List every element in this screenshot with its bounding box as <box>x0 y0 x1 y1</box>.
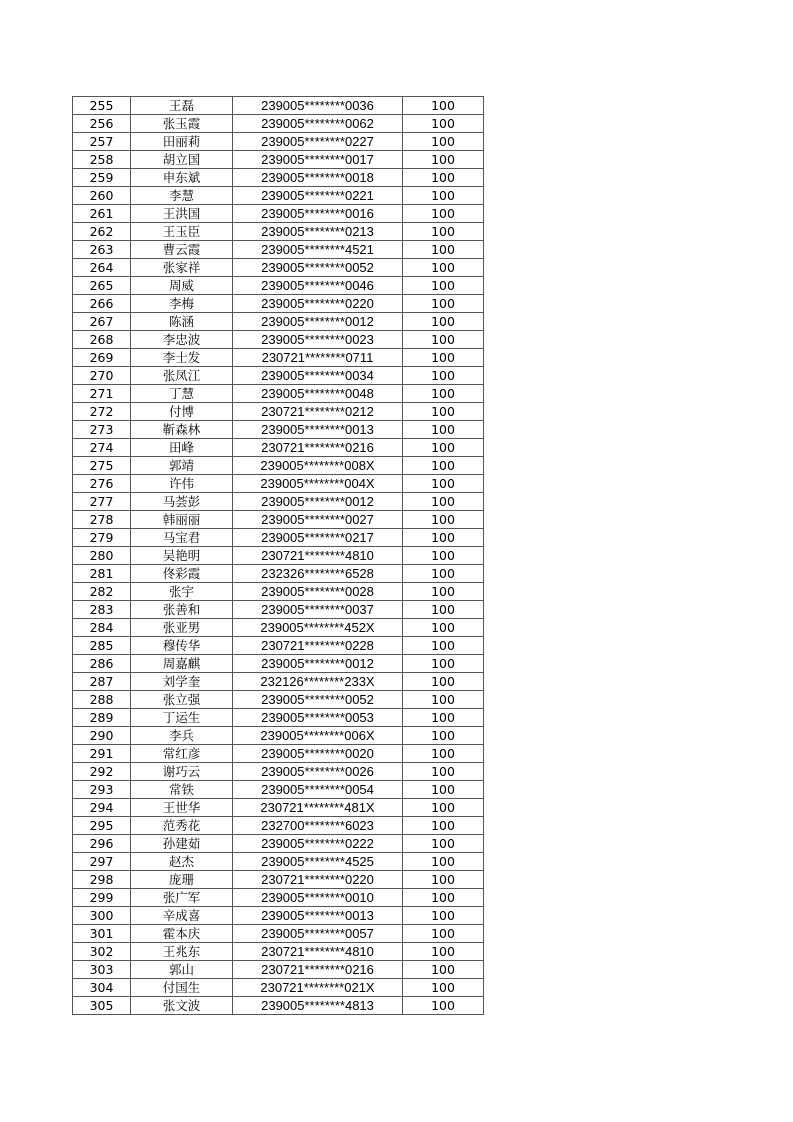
row-number-cell: 256 <box>73 115 131 133</box>
row-number-cell: 289 <box>73 709 131 727</box>
id-number-cell: 239005********0062 <box>233 115 403 133</box>
row-number-cell: 293 <box>73 781 131 799</box>
row-number-cell: 276 <box>73 475 131 493</box>
row-number-cell: 298 <box>73 871 131 889</box>
score-cell: 100 <box>403 889 484 907</box>
score-cell: 100 <box>403 565 484 583</box>
name-cell: 刘学奎 <box>131 673 233 691</box>
table-row <box>73 907 484 925</box>
table-row <box>73 187 484 205</box>
name-cell: 张凤江 <box>131 367 233 385</box>
score-cell: 100 <box>403 223 484 241</box>
name-cell: 张广军 <box>131 889 233 907</box>
row-number-cell: 286 <box>73 655 131 673</box>
id-number-cell: 239005********0016 <box>233 205 403 223</box>
row-number-cell: 302 <box>73 943 131 961</box>
row-number-cell: 283 <box>73 601 131 619</box>
row-number-cell: 255 <box>73 97 131 115</box>
score-cell: 100 <box>403 655 484 673</box>
row-number-cell: 279 <box>73 529 131 547</box>
name-cell: 张立强 <box>131 691 233 709</box>
id-number-cell: 230721********481X <box>233 799 403 817</box>
row-number-cell: 262 <box>73 223 131 241</box>
name-cell: 王磊 <box>131 97 233 115</box>
id-number-cell: 239005********0018 <box>233 169 403 187</box>
score-cell: 100 <box>403 115 484 133</box>
table-row <box>73 871 484 889</box>
score-cell: 100 <box>403 745 484 763</box>
name-cell: 陈涵 <box>131 313 233 331</box>
row-number-cell: 267 <box>73 313 131 331</box>
id-number-cell: 239005********0017 <box>233 151 403 169</box>
id-number-cell: 239005********0054 <box>233 781 403 799</box>
id-number-cell: 232326********6528 <box>233 565 403 583</box>
id-number-cell: 232126********233X <box>233 673 403 691</box>
score-cell: 100 <box>403 781 484 799</box>
score-cell: 100 <box>403 385 484 403</box>
row-number-cell: 305 <box>73 997 131 1015</box>
row-number-cell: 290 <box>73 727 131 745</box>
id-number-cell: 239005********0048 <box>233 385 403 403</box>
name-cell: 张文波 <box>131 997 233 1015</box>
row-number-cell: 263 <box>73 241 131 259</box>
id-number-cell: 239005********0028 <box>233 583 403 601</box>
id-number-cell: 230721********0228 <box>233 637 403 655</box>
row-number-cell: 282 <box>73 583 131 601</box>
name-cell: 许伟 <box>131 475 233 493</box>
table-row <box>73 313 484 331</box>
score-cell: 100 <box>403 619 484 637</box>
name-cell: 王世华 <box>131 799 233 817</box>
score-cell: 100 <box>403 691 484 709</box>
row-number-cell: 284 <box>73 619 131 637</box>
table-row <box>73 511 484 529</box>
score-cell: 100 <box>403 835 484 853</box>
table-row <box>73 349 484 367</box>
table-row <box>73 943 484 961</box>
table-row <box>73 493 484 511</box>
row-number-cell: 272 <box>73 403 131 421</box>
score-cell: 100 <box>403 925 484 943</box>
table-row <box>73 781 484 799</box>
score-cell: 100 <box>403 709 484 727</box>
id-number-cell: 239005********0220 <box>233 295 403 313</box>
id-number-cell: 239005********0023 <box>233 331 403 349</box>
table-row <box>73 529 484 547</box>
score-cell: 100 <box>403 943 484 961</box>
name-cell: 马荟彭 <box>131 493 233 511</box>
id-number-cell: 239005********0217 <box>233 529 403 547</box>
name-cell: 郭靖 <box>131 457 233 475</box>
table-row <box>73 799 484 817</box>
name-cell: 范秀花 <box>131 817 233 835</box>
name-cell: 张家祥 <box>131 259 233 277</box>
id-number-cell: 239005********0213 <box>233 223 403 241</box>
name-cell: 霍本庆 <box>131 925 233 943</box>
name-cell: 常红彦 <box>131 745 233 763</box>
table-row <box>73 637 484 655</box>
score-cell: 100 <box>403 403 484 421</box>
score-cell: 100 <box>403 979 484 997</box>
score-cell: 100 <box>403 439 484 457</box>
table-row <box>73 961 484 979</box>
id-number-cell: 239005********0222 <box>233 835 403 853</box>
table-row <box>73 835 484 853</box>
score-cell: 100 <box>403 133 484 151</box>
score-cell: 100 <box>403 547 484 565</box>
table-row <box>73 925 484 943</box>
score-cell: 100 <box>403 169 484 187</box>
table-row <box>73 691 484 709</box>
table-row <box>73 295 484 313</box>
row-number-cell: 297 <box>73 853 131 871</box>
id-number-cell: 230721********0212 <box>233 403 403 421</box>
table-row <box>73 367 484 385</box>
row-number-cell: 288 <box>73 691 131 709</box>
score-cell: 100 <box>403 871 484 889</box>
name-cell: 庞珊 <box>131 871 233 889</box>
score-cell: 100 <box>403 637 484 655</box>
score-cell: 100 <box>403 97 484 115</box>
name-cell: 靳森林 <box>131 421 233 439</box>
name-cell: 郭山 <box>131 961 233 979</box>
name-cell: 田丽莉 <box>131 133 233 151</box>
score-cell: 100 <box>403 997 484 1015</box>
table-row <box>73 97 484 115</box>
id-number-cell: 239005********006X <box>233 727 403 745</box>
score-cell: 100 <box>403 511 484 529</box>
score-cell: 100 <box>403 961 484 979</box>
name-cell: 孙建茹 <box>131 835 233 853</box>
name-cell: 胡立国 <box>131 151 233 169</box>
score-cell: 100 <box>403 475 484 493</box>
id-number-cell: 239005********0221 <box>233 187 403 205</box>
row-number-cell: 259 <box>73 169 131 187</box>
name-cell: 曹云霞 <box>131 241 233 259</box>
row-number-cell: 258 <box>73 151 131 169</box>
table-row <box>73 223 484 241</box>
name-cell: 李梅 <box>131 295 233 313</box>
score-cell: 100 <box>403 763 484 781</box>
score-cell: 100 <box>403 493 484 511</box>
id-number-cell: 239005********0052 <box>233 691 403 709</box>
row-number-cell: 281 <box>73 565 131 583</box>
row-number-cell: 275 <box>73 457 131 475</box>
score-cell: 100 <box>403 799 484 817</box>
id-number-cell: 230721********4810 <box>233 547 403 565</box>
table-row <box>73 439 484 457</box>
name-cell: 王玉臣 <box>131 223 233 241</box>
name-cell: 田峰 <box>131 439 233 457</box>
row-number-cell: 265 <box>73 277 131 295</box>
table-row <box>73 601 484 619</box>
score-cell: 100 <box>403 349 484 367</box>
id-number-cell: 239005********0034 <box>233 367 403 385</box>
table-row <box>73 547 484 565</box>
name-cell: 周嘉麒 <box>131 655 233 673</box>
row-number-cell: 277 <box>73 493 131 511</box>
row-number-cell: 287 <box>73 673 131 691</box>
row-number-cell: 261 <box>73 205 131 223</box>
name-cell: 周威 <box>131 277 233 295</box>
row-number-cell: 273 <box>73 421 131 439</box>
id-number-cell: 239005********4813 <box>233 997 403 1015</box>
name-cell: 穆传华 <box>131 637 233 655</box>
row-number-cell: 271 <box>73 385 131 403</box>
table-row <box>73 133 484 151</box>
id-number-cell: 239005********0013 <box>233 907 403 925</box>
score-cell: 100 <box>403 601 484 619</box>
id-number-cell: 232700********6023 <box>233 817 403 835</box>
table-row <box>73 979 484 997</box>
row-number-cell: 285 <box>73 637 131 655</box>
score-cell: 100 <box>403 457 484 475</box>
score-cell: 100 <box>403 853 484 871</box>
score-cell: 100 <box>403 727 484 745</box>
id-number-cell: 239005********0057 <box>233 925 403 943</box>
row-number-cell: 266 <box>73 295 131 313</box>
name-cell: 丁运生 <box>131 709 233 727</box>
row-number-cell: 296 <box>73 835 131 853</box>
name-cell: 常铁 <box>131 781 233 799</box>
name-cell: 辛成喜 <box>131 907 233 925</box>
table-row <box>73 709 484 727</box>
table-row <box>73 673 484 691</box>
table-row <box>73 853 484 871</box>
score-cell: 100 <box>403 259 484 277</box>
table-row <box>73 745 484 763</box>
table-row <box>73 583 484 601</box>
table-row <box>73 997 484 1015</box>
id-number-cell: 239005********004X <box>233 475 403 493</box>
score-cell: 100 <box>403 907 484 925</box>
id-number-cell: 239005********0052 <box>233 259 403 277</box>
name-cell: 李忠波 <box>131 331 233 349</box>
id-number-cell: 239005********0026 <box>233 763 403 781</box>
name-cell: 李兵 <box>131 727 233 745</box>
score-cell: 100 <box>403 583 484 601</box>
table-row <box>73 475 484 493</box>
table-row <box>73 115 484 133</box>
name-cell: 韩丽丽 <box>131 511 233 529</box>
name-cell: 张亚男 <box>131 619 233 637</box>
name-cell: 谢巧云 <box>131 763 233 781</box>
table-row <box>73 421 484 439</box>
id-number-cell: 239005********0227 <box>233 133 403 151</box>
row-number-cell: 280 <box>73 547 131 565</box>
id-number-cell: 239005********0036 <box>233 97 403 115</box>
table-row <box>73 151 484 169</box>
row-number-cell: 260 <box>73 187 131 205</box>
name-cell: 张宇 <box>131 583 233 601</box>
score-cell: 100 <box>403 529 484 547</box>
name-cell: 张善和 <box>131 601 233 619</box>
score-cell: 100 <box>403 673 484 691</box>
table-row <box>73 817 484 835</box>
table-row <box>73 241 484 259</box>
score-cell: 100 <box>403 367 484 385</box>
score-cell: 100 <box>403 151 484 169</box>
row-number-cell: 303 <box>73 961 131 979</box>
name-cell: 付博 <box>131 403 233 421</box>
id-number-cell: 239005********0053 <box>233 709 403 727</box>
row-number-cell: 299 <box>73 889 131 907</box>
name-cell: 付国生 <box>131 979 233 997</box>
row-number-cell: 270 <box>73 367 131 385</box>
table-row <box>73 277 484 295</box>
id-number-cell: 230721********021X <box>233 979 403 997</box>
row-number-cell: 264 <box>73 259 131 277</box>
id-number-cell: 239005********0037 <box>233 601 403 619</box>
id-number-cell: 230721********4810 <box>233 943 403 961</box>
table-row <box>73 889 484 907</box>
table-row <box>73 205 484 223</box>
table-row <box>73 169 484 187</box>
id-number-cell: 239005********0010 <box>233 889 403 907</box>
name-cell: 马宝君 <box>131 529 233 547</box>
id-number-cell: 230721********0711 <box>233 349 403 367</box>
score-cell: 100 <box>403 187 484 205</box>
id-number-cell: 239005********0012 <box>233 493 403 511</box>
name-cell: 丁慧 <box>131 385 233 403</box>
row-number-cell: 291 <box>73 745 131 763</box>
id-number-cell: 239005********0020 <box>233 745 403 763</box>
name-cell: 赵杰 <box>131 853 233 871</box>
id-number-cell: 239005********0046 <box>233 277 403 295</box>
id-number-cell: 239005********0013 <box>233 421 403 439</box>
table-row <box>73 727 484 745</box>
row-number-cell: 257 <box>73 133 131 151</box>
name-cell: 王洪国 <box>131 205 233 223</box>
table-row <box>73 655 484 673</box>
row-number-cell: 268 <box>73 331 131 349</box>
row-number-cell: 274 <box>73 439 131 457</box>
id-number-cell: 239005********0012 <box>233 655 403 673</box>
table-row <box>73 457 484 475</box>
roster-table <box>72 96 484 1015</box>
score-cell: 100 <box>403 331 484 349</box>
name-cell: 李士发 <box>131 349 233 367</box>
table-row <box>73 763 484 781</box>
id-number-cell: 239005********4521 <box>233 241 403 259</box>
table-row <box>73 331 484 349</box>
id-number-cell: 230721********0216 <box>233 961 403 979</box>
row-number-cell: 278 <box>73 511 131 529</box>
table-body <box>73 97 484 1015</box>
score-cell: 100 <box>403 295 484 313</box>
id-number-cell: 239005********0027 <box>233 511 403 529</box>
id-number-cell: 239005********0012 <box>233 313 403 331</box>
name-cell: 吴艳明 <box>131 547 233 565</box>
table-row <box>73 565 484 583</box>
row-number-cell: 304 <box>73 979 131 997</box>
score-cell: 100 <box>403 205 484 223</box>
row-number-cell: 295 <box>73 817 131 835</box>
score-cell: 100 <box>403 421 484 439</box>
id-number-cell: 239005********452X <box>233 619 403 637</box>
id-number-cell: 239005********4525 <box>233 853 403 871</box>
table-row <box>73 619 484 637</box>
name-cell: 申东斌 <box>131 169 233 187</box>
table-row <box>73 403 484 421</box>
name-cell: 李慧 <box>131 187 233 205</box>
score-cell: 100 <box>403 817 484 835</box>
score-cell: 100 <box>403 241 484 259</box>
name-cell: 佟彩霞 <box>131 565 233 583</box>
id-number-cell: 230721********0220 <box>233 871 403 889</box>
row-number-cell: 300 <box>73 907 131 925</box>
id-number-cell: 230721********0216 <box>233 439 403 457</box>
row-number-cell: 301 <box>73 925 131 943</box>
score-cell: 100 <box>403 277 484 295</box>
row-number-cell: 269 <box>73 349 131 367</box>
row-number-cell: 292 <box>73 763 131 781</box>
table-row <box>73 385 484 403</box>
name-cell: 张玉霞 <box>131 115 233 133</box>
row-number-cell: 294 <box>73 799 131 817</box>
score-cell: 100 <box>403 313 484 331</box>
id-number-cell: 239005********008X <box>233 457 403 475</box>
name-cell: 王兆东 <box>131 943 233 961</box>
table-row <box>73 259 484 277</box>
